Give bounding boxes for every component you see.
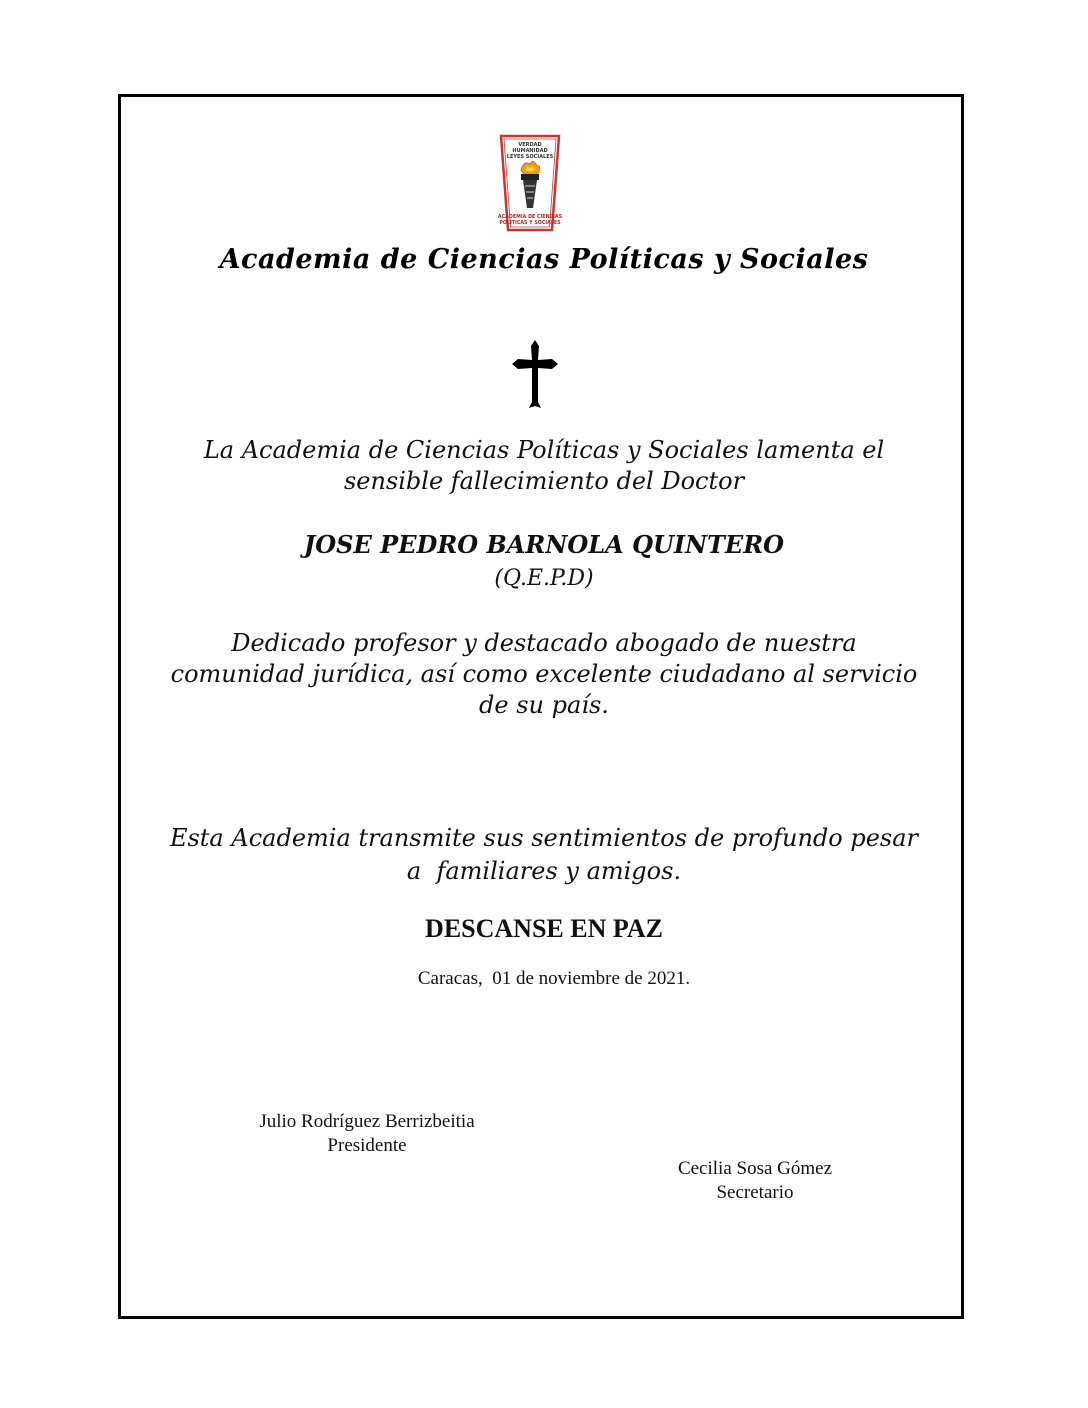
tribute-text [130,628,958,721]
date-line: Caracas, 01 de noviembre de 2021. [417,968,691,989]
signature-role: Secretario [716,1182,794,1203]
condolence-line-2: a familiares y amigos. [406,857,682,885]
announcement-line-2: sensible fallecimiento del Doctor [343,467,745,495]
signature-role: Presidente [327,1135,407,1156]
academy-logo [497,134,563,232]
logo-top-line-2: HUMANIDAD [512,148,548,154]
signature-president [225,1110,509,1158]
announcement-line-1: La Academia de Ciencias Políticas y Sociales lamenta el [203,436,885,464]
rest-in-peace-heading: DESCANSE EN PAZ [425,914,663,943]
qepd-text: (Q.E.P.D) [494,566,594,591]
logo-top-line-1: VERDAD [518,142,542,148]
signature-name: Julio Rodríguez Berrizbeitia [259,1111,475,1132]
tribute-line-1: Dedicado profesor y destacado abogado de nuestra [231,629,857,657]
deceased-name: JOSE PEDRO BARNOLA QUINTERO [303,530,785,559]
signature-secretary [640,1157,870,1205]
academy-title: Academia de Ciencias Políticas y Sociales [219,244,869,275]
logo-bottom-line-1: ACADEMIA DE CIENCIAS [497,215,563,220]
condolence-line-1: Esta Academia transmite sus sentimientos de profundo pesar [169,824,919,852]
announcement-text [130,435,958,497]
logo-top-line-3: LEYES SOCIALES [506,154,554,160]
condolence-text [130,822,958,888]
tribute-line-3: de su país. [479,691,609,719]
signature-name: Cecilia Sosa Gómez [677,1158,833,1179]
cross-icon [508,338,562,410]
logo-bottom-line-2: POLITICAS Y SOCIALES [499,221,561,226]
tribute-line-2: comunidad jurídica, así como excelente ciudadano al servicio [170,660,918,688]
